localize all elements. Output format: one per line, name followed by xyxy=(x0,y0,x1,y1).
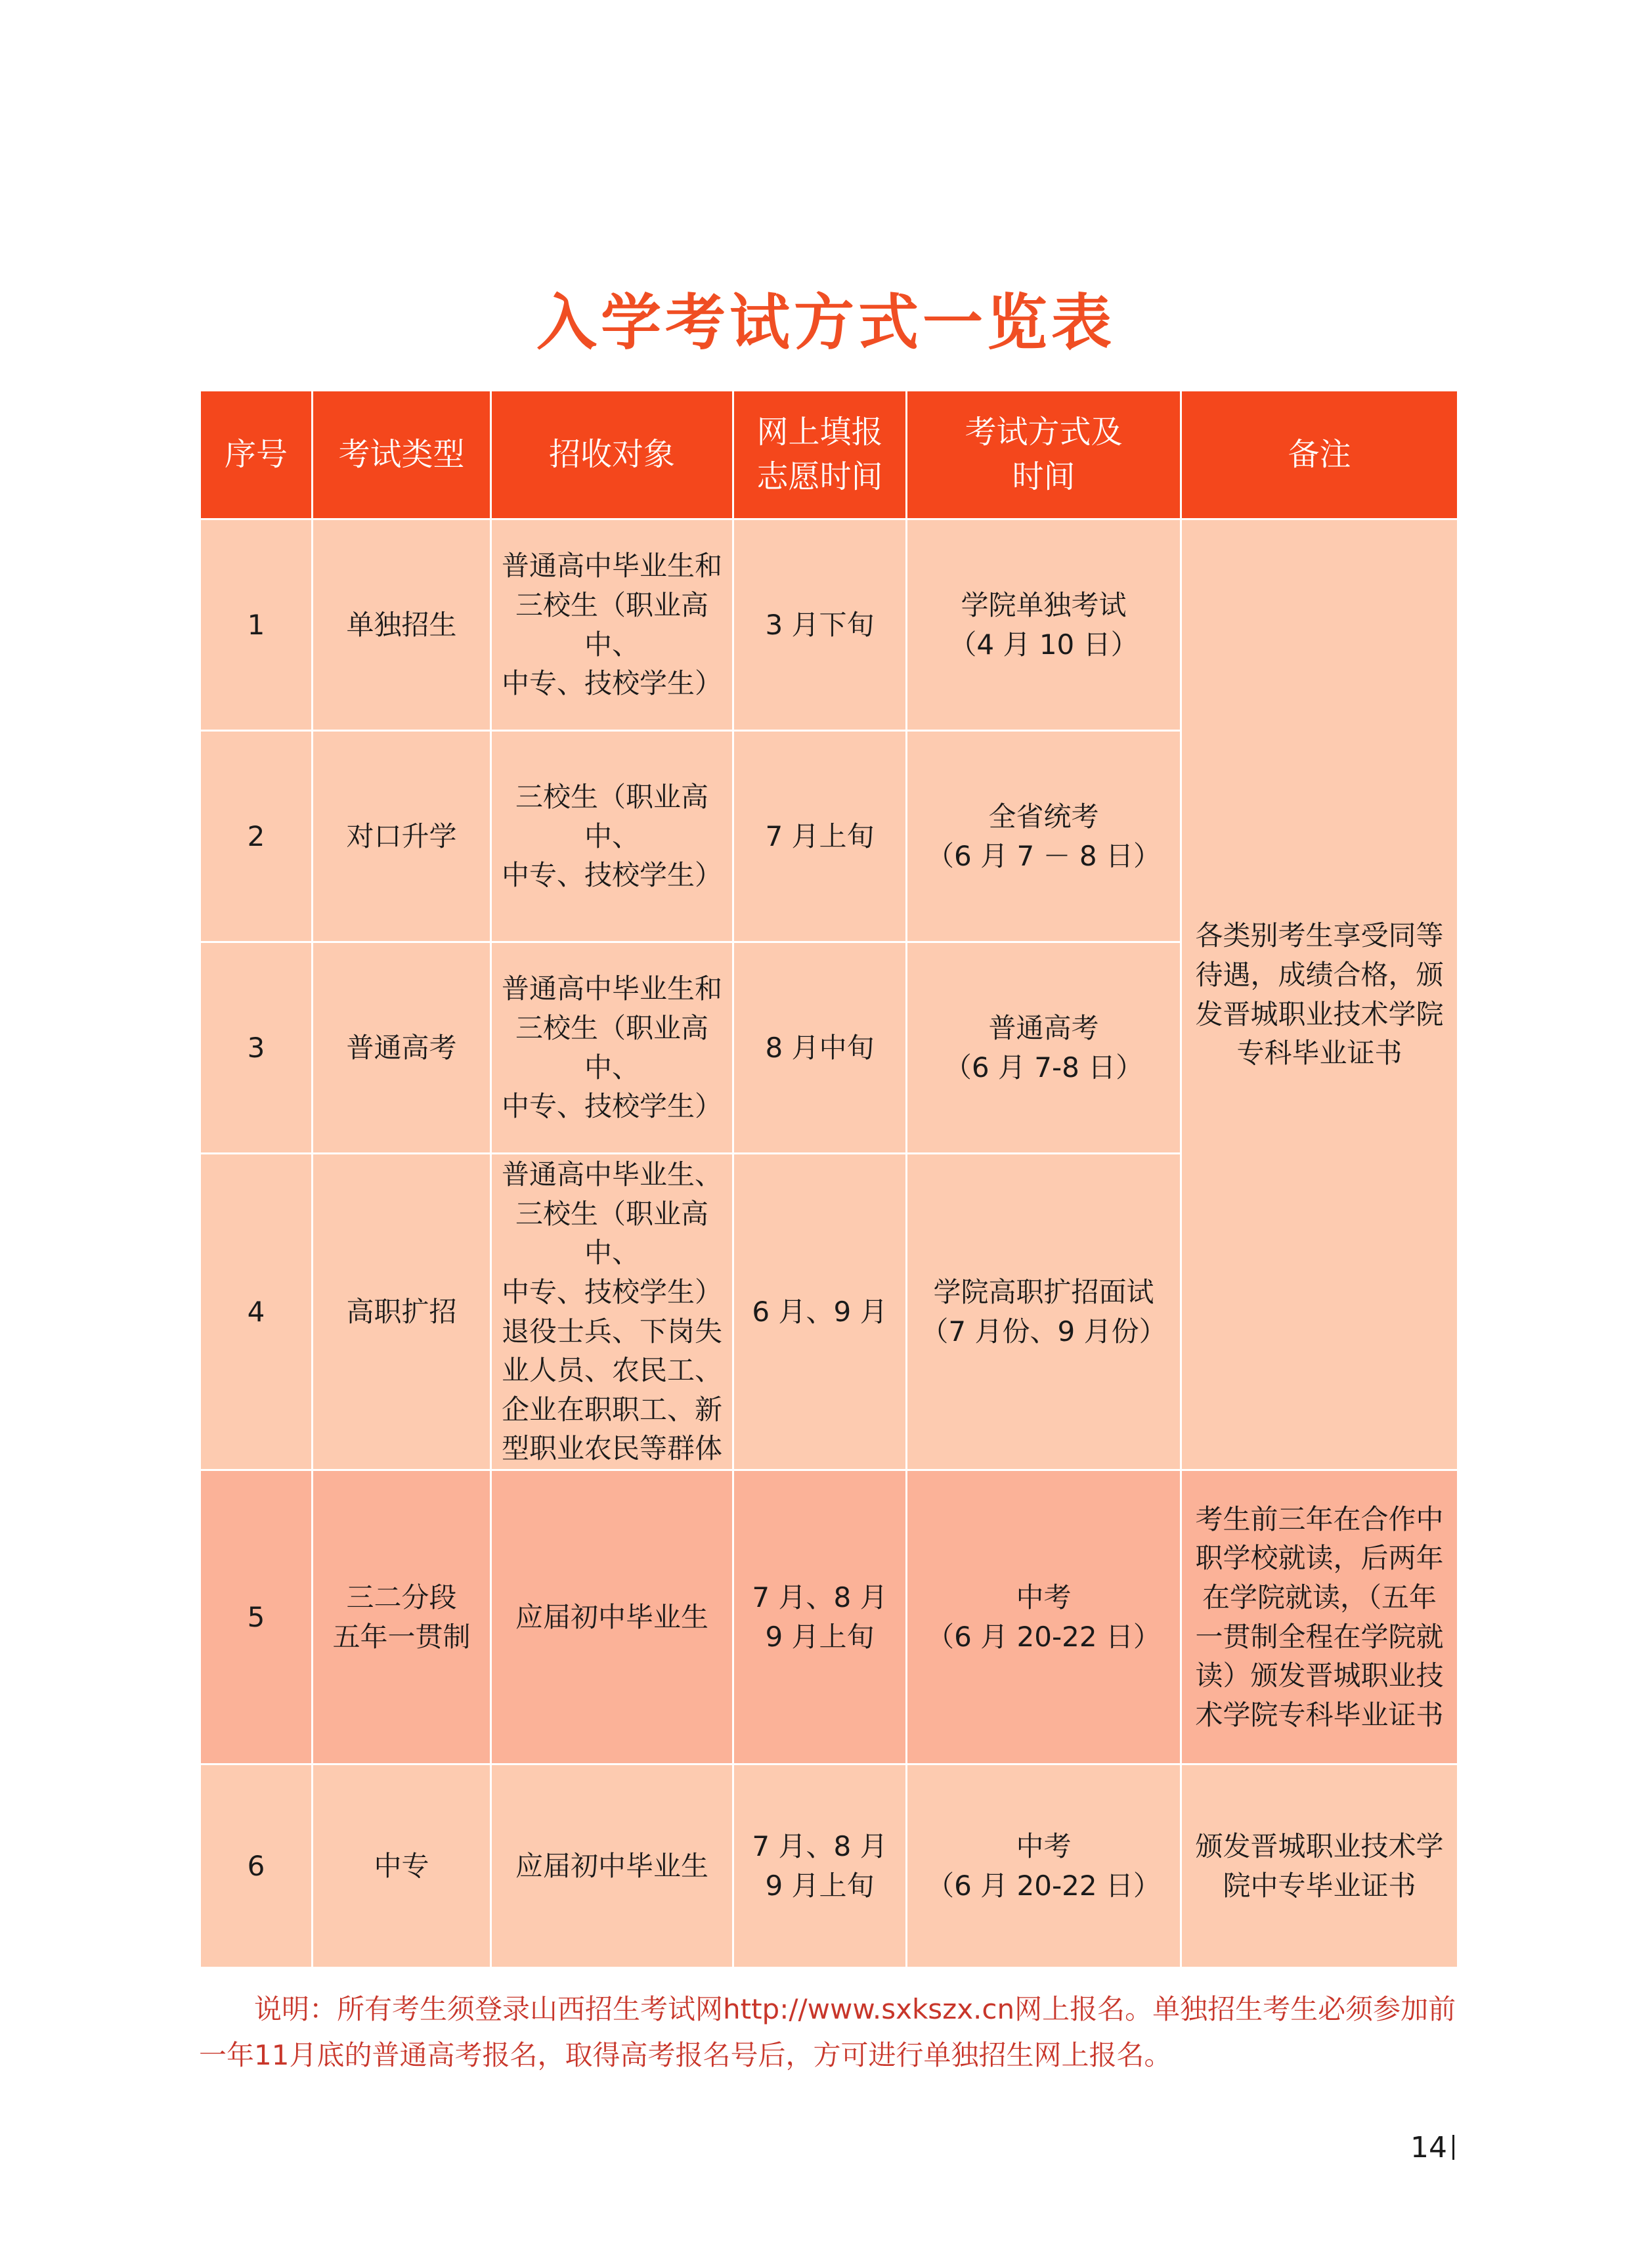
row-apply-time: 7 月上旬 xyxy=(733,731,907,942)
row-no: 4 xyxy=(200,1154,313,1470)
row-no: 1 xyxy=(200,519,313,731)
row-exam-method: 学院高职扩招面试 （7 月份、9 月份） xyxy=(907,1154,1181,1470)
row-exam-type: 单独招生 xyxy=(313,519,491,731)
header-apply-time: 网上填报 志愿时间 xyxy=(733,391,907,519)
row-no: 2 xyxy=(200,731,313,942)
row-apply-time: 6 月、9 月 xyxy=(733,1154,907,1470)
header-no: 序号 xyxy=(200,391,313,519)
row-apply-time: 3 月下旬 xyxy=(733,519,907,731)
footnote: 说明：所有考生须登录山西招生考试网http://www.sxkszx.cn网上报名。单独招生考生必须参加前一年11月底的普通高考报名，取得高考报名号后，方可进行单独招生网上报名。 xyxy=(199,1993,1456,2071)
row-target: 应届初中毕业生 xyxy=(491,1470,733,1764)
row-exam-method: 中考 （6 月 20-22 日） xyxy=(907,1764,1181,1968)
row-no: 6 xyxy=(200,1764,313,1968)
row-apply-time: 7 月、8 月 9 月上旬 xyxy=(733,1470,907,1764)
row-exam-method: 学院单独考试 （4 月 10 日） xyxy=(907,519,1181,731)
row-target: 三校生（职业高中、 中专、技校学生） xyxy=(491,731,733,942)
page-title: 入学考试方式一览表 xyxy=(536,288,1116,358)
row-apply-time: 8 月中旬 xyxy=(733,942,907,1154)
row-target: 普通高中毕业生和 三校生（职业高中、 中专、技校学生） xyxy=(491,519,733,731)
row-target: 普通高中毕业生、 三校生（职业高中、 中专、技校学生） 退役士兵、下岗失 业人员、农民工、 企业在职职工、新 型职业农民等群体 xyxy=(491,1154,733,1470)
row-exam-method: 全省统考 （6 月 7 － 8 日） xyxy=(907,731,1181,942)
header-exam-type: 考试类型 xyxy=(313,391,491,519)
page-number-text: 14 xyxy=(1410,2131,1447,2164)
page-number xyxy=(1410,2131,1454,2164)
row-exam-method: 中考 （6 月 20-22 日） xyxy=(907,1470,1181,1764)
row-note: 考生前三年在合作中 职学校就读，后两年 在学院就读，（五年 一贯制全程在学院就 读）颁发晋城职业技 术学院专科毕业证书 xyxy=(1181,1470,1458,1764)
header-note: 备注 xyxy=(1181,391,1458,519)
table-row xyxy=(200,519,1458,731)
row-target: 普通高中毕业生和 三校生（职业高中、 中专、技校学生） xyxy=(491,942,733,1154)
exam-methods-table xyxy=(199,389,1459,1969)
row-exam-method: 普通高考 （6 月 7-8 日） xyxy=(907,942,1181,1154)
row-no: 5 xyxy=(200,1470,313,1764)
row-no: 3 xyxy=(200,942,313,1154)
merged-note: 各类别考生享受同等 待遇，成绩合格，颁 发晋城职业技术学院 专科毕业证书 xyxy=(1181,519,1458,1470)
header-exam-method: 考试方式及 时间 xyxy=(907,391,1181,519)
table-row xyxy=(200,1764,1458,1968)
table-row xyxy=(200,1470,1458,1764)
table-header-row xyxy=(200,391,1458,519)
row-apply-time: 7 月、8 月 9 月上旬 xyxy=(733,1764,907,1968)
row-exam-type: 三二分段 五年一贯制 xyxy=(313,1470,491,1764)
row-target: 应届初中毕业生 xyxy=(491,1764,733,1968)
row-exam-type: 高职扩招 xyxy=(313,1154,491,1470)
header-target: 招收对象 xyxy=(491,391,733,519)
row-note: 颁发晋城职业技术学 院中专毕业证书 xyxy=(1181,1764,1458,1968)
row-exam-type: 对口升学 xyxy=(313,731,491,942)
row-exam-type: 普通高考 xyxy=(313,942,491,1154)
row-exam-type: 中专 xyxy=(313,1764,491,1968)
page-number-divider xyxy=(1452,2135,1454,2160)
